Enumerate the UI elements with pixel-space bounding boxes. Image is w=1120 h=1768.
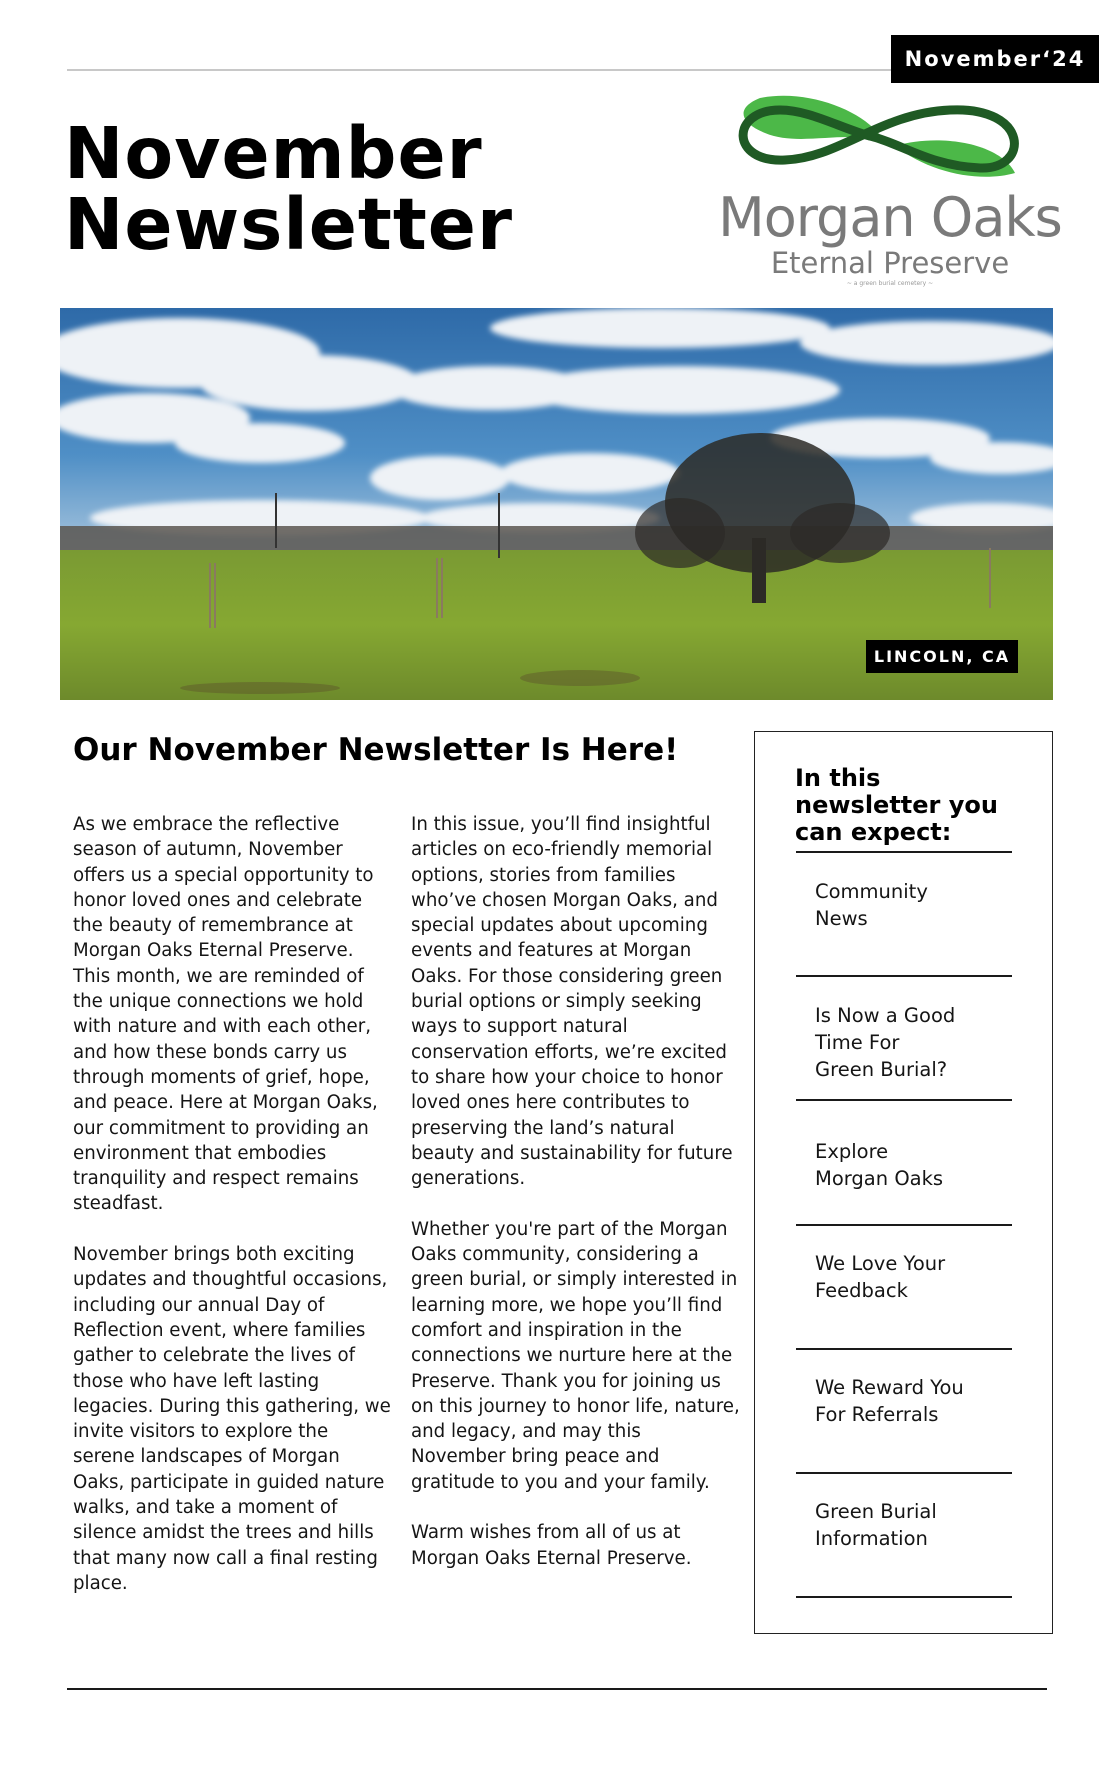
- article-column-1: [73, 812, 393, 1622]
- sidebar-item-explore[interactable]: Explore Morgan Oaks: [815, 1140, 944, 1190]
- sidebar-divider: [796, 851, 1012, 853]
- page-title-line1: November: [64, 112, 483, 195]
- sidebar-divider: [796, 1224, 1012, 1226]
- logo-name: Morgan Oaks: [718, 186, 1062, 249]
- paragraph: In this issue, you’ll find insightful articles on eco-friendly memorial options, stories from families who’ve chosen Morgan Oaks, and special updates about upcoming events and features at Morgan Oaks. For those considering green burial options or simply seeking ways to support natural conservation efforts, we’re excited to share how your choice to honor loved ones here contributes to preserving the land’s natural beauty and sustainability for future generations.: [411, 814, 733, 1190]
- logo-subtitle: Eternal Preserve: [770, 246, 1010, 280]
- paragraph: Warm wishes from all of us at Morgan Oaks Eternal Preserve.: [411, 1522, 692, 1569]
- sidebar-divider: [796, 1596, 1012, 1598]
- logo-tagline: ~ a green burial cemetery ~: [846, 280, 934, 287]
- paragraph: November brings both exciting updates and thoughtful occasions, including our annual Day of Reflection event, where families gather to celebrate the lives of those who have left lasting legacies. During this gathering, we invite visitors to explore the serene landscapes of Morgan Oaks, participate in guided nature walks, and take a moment of silence amidst the trees and hills that many now call a final resting place.: [73, 1244, 391, 1594]
- article-column-2: [411, 812, 741, 1596]
- paragraph: As we embrace the reflective season of autumn, November offers us a special opportunity to honor loved ones and celebrate the beauty of remembrance at Morgan Oaks Eternal Preserve. This month, we are reminded of the unique connections we hold with nature and with each other, and how these bonds carry us through moments of grief, hope, and peace. Here at Morgan Oaks, our commitment to providing an environment that embodies tranquility and respect remains steadfast.: [73, 814, 378, 1215]
- morgan-oaks-logo: [700, 88, 1080, 293]
- sidebar-divider: [796, 1348, 1012, 1350]
- page-title-line2: Newsletter: [64, 183, 513, 266]
- sidebar-heading: In this newsletter you can expect:: [795, 764, 998, 846]
- bottom-divider: [67, 1688, 1047, 1690]
- sidebar-divider: [796, 1099, 1012, 1101]
- sidebar-divider: [796, 975, 1012, 977]
- sidebar-item-referrals[interactable]: We Reward You For Referrals: [815, 1376, 964, 1426]
- paragraph: Whether you're part of the Morgan Oaks community, considering a green burial, or simply interested in learning more, we hope you’ll find comfort and inspiration in the connections we nurture here at the Preserve. Thank you for joining us on this journey to honor life, nature, and legacy, and may this November bring peace and gratitude to you and your family.: [411, 1218, 740, 1493]
- section-heading: Our November Newsletter Is Here!: [73, 732, 679, 768]
- page-title: [64, 112, 513, 266]
- sidebar-item-community-news[interactable]: Community News: [815, 880, 928, 930]
- sidebar-item-feedback[interactable]: We Love Your Feedback: [815, 1252, 946, 1302]
- date-badge: November‘24: [891, 35, 1099, 83]
- top-divider: [67, 69, 897, 71]
- location-badge: LINCOLN, CA: [866, 640, 1018, 673]
- sidebar-divider: [796, 1472, 1012, 1474]
- sidebar-item-green-burial-timing[interactable]: Is Now a Good Time For Green Burial?: [815, 1004, 956, 1081]
- infinity-leaf-icon: [700, 88, 1080, 188]
- sidebar-item-green-burial-info[interactable]: Green Burial Information: [815, 1500, 937, 1550]
- contents-sidebar: [754, 731, 1053, 1634]
